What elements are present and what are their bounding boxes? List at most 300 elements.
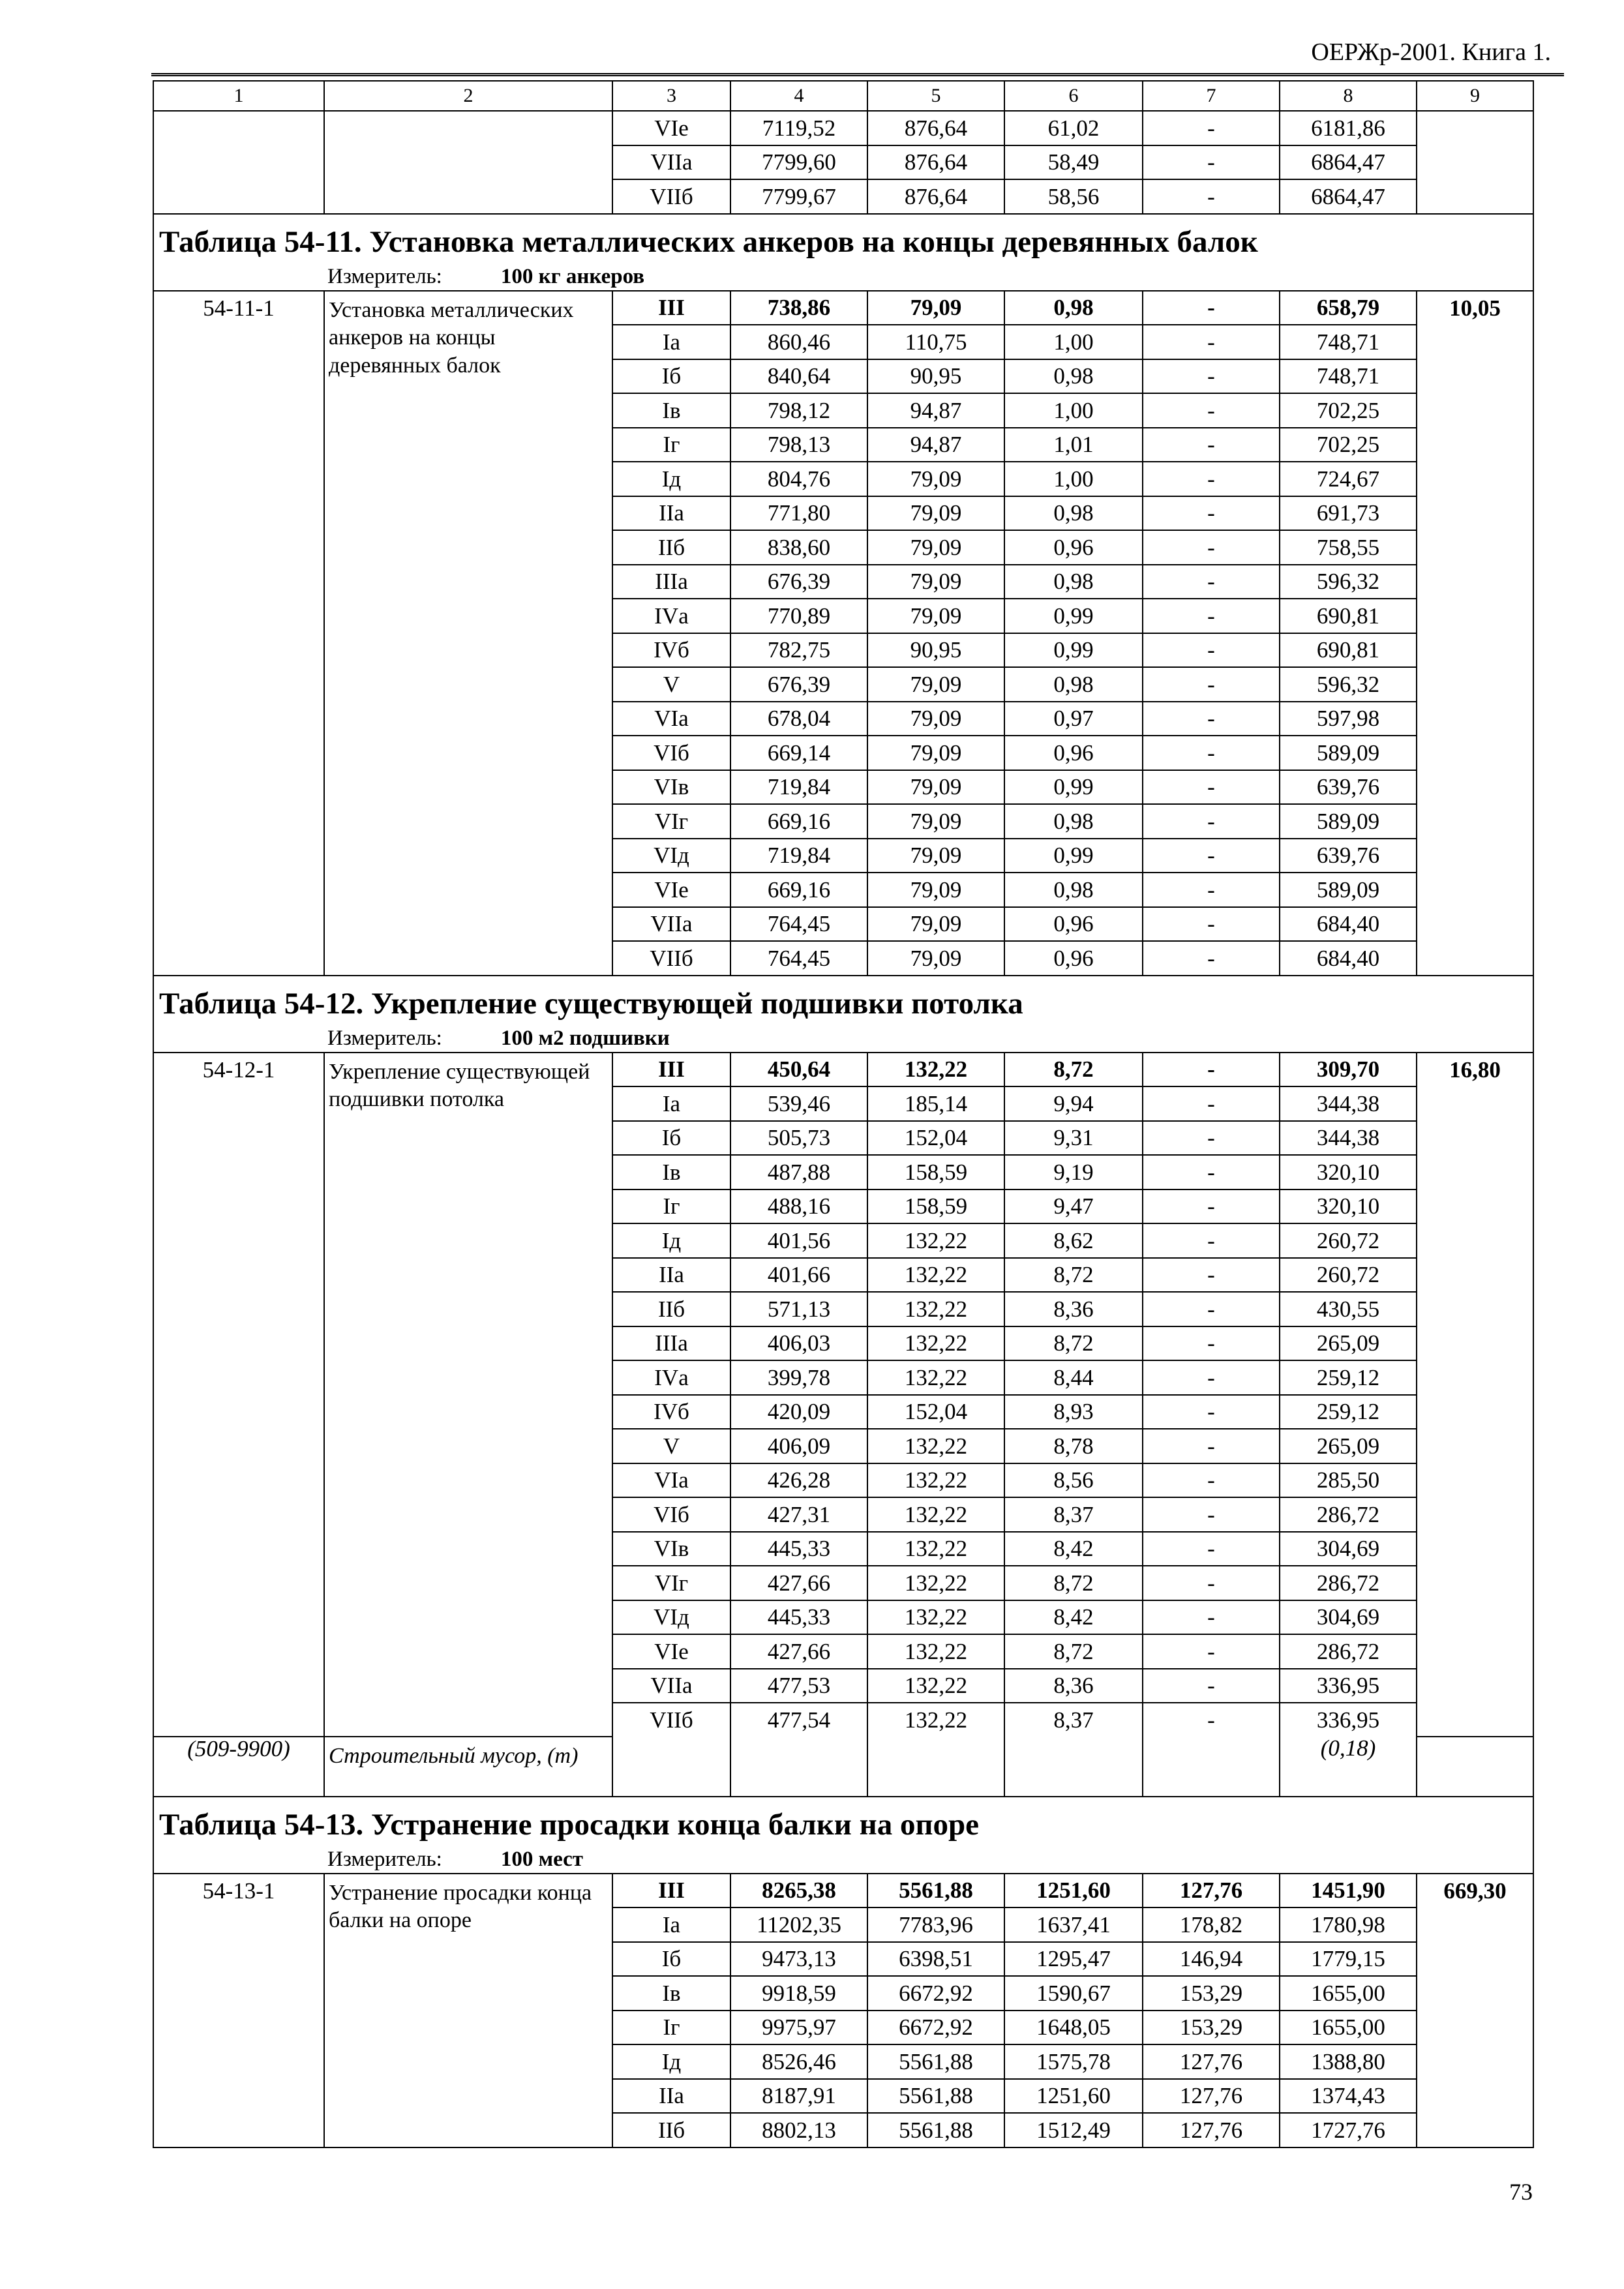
table-cell: 132,22: [867, 1360, 1004, 1395]
table-cell: 7119,52: [730, 111, 867, 145]
table-cell: 1648,05: [1004, 2011, 1143, 2045]
table-cell: 764,45: [730, 941, 867, 976]
rate-name: Устранение просадки конца балки на опоре: [324, 1874, 612, 2147]
table-cell: 758,55: [1280, 530, 1417, 565]
table-cell: 5561,88: [867, 2044, 1004, 2079]
table-cell: 1637,41: [1004, 1908, 1143, 1942]
table-cell: 11202,35: [730, 1908, 867, 1942]
table-cell: -: [1143, 393, 1280, 428]
table-cell: -: [1143, 770, 1280, 805]
table-cell: VIIа: [612, 907, 730, 942]
header-rule: [151, 73, 1564, 76]
table-cell: 690,81: [1280, 599, 1417, 633]
column-number-cell: 4: [730, 81, 867, 111]
waste-name: Строительный мусор, (т): [324, 1737, 612, 1797]
table-cell: 79,09: [867, 291, 1004, 325]
name-cell-empty: [324, 111, 612, 214]
table-cell: 7799,67: [730, 179, 867, 214]
table-cell: 669,16: [730, 804, 867, 839]
total-cell-empty: [1417, 111, 1533, 214]
table-cell: 1451,90: [1280, 1874, 1417, 1908]
unit-row: [153, 1026, 1533, 1053]
table-cell: 426,28: [730, 1463, 867, 1498]
table-cell: VIа: [612, 702, 730, 736]
table-cell: 90,95: [867, 359, 1004, 394]
table-row: [153, 111, 1533, 145]
table-cell: 427,66: [730, 1566, 867, 1600]
rate-code: 54-12-1: [153, 1053, 324, 1737]
table-cell: VIг: [612, 804, 730, 839]
table-cell: Iб: [612, 1942, 730, 1977]
table-cell: 738,86: [730, 291, 867, 325]
table-cell: 406,09: [730, 1429, 867, 1463]
table-cell: 5561,88: [867, 2079, 1004, 2114]
table-cell: 132,22: [867, 1532, 1004, 1566]
table-cell: 782,75: [730, 633, 867, 668]
table-cell: 487,88: [730, 1155, 867, 1189]
table-cell: 127,76: [1143, 2113, 1280, 2147]
table-cell: VIв: [612, 1532, 730, 1566]
table-cell: -: [1143, 145, 1280, 180]
rate-total: 10,05: [1417, 291, 1533, 976]
table-cell: -: [1143, 633, 1280, 668]
table-cell: 9473,13: [730, 1942, 867, 1977]
column-number-cell: 1: [153, 81, 324, 111]
unit-row: [153, 1847, 1533, 1874]
table-cell: 286,72: [1280, 1634, 1417, 1669]
table-cell: -: [1143, 496, 1280, 531]
table-cell: 336,95: [1280, 1669, 1417, 1703]
table-cell: -: [1143, 1189, 1280, 1224]
table-cell: Iв: [612, 393, 730, 428]
table-cell: VIд: [612, 839, 730, 873]
table-cell: Iа: [612, 325, 730, 359]
column-number-cell: 9: [1417, 81, 1533, 111]
table-cell: 132,22: [867, 1292, 1004, 1326]
table-cell: -: [1143, 941, 1280, 976]
table-cell: 8,44: [1004, 1360, 1143, 1395]
table-cell: 401,66: [730, 1258, 867, 1293]
table-cell: 152,04: [867, 1395, 1004, 1429]
table-cell: 9,94: [1004, 1086, 1143, 1121]
table-cell: 691,73: [1280, 496, 1417, 531]
table-cell: -: [1143, 1703, 1280, 1737]
table-cell: 1295,47: [1004, 1942, 1143, 1977]
table-cell: 79,09: [867, 599, 1004, 633]
table-cell: VIе: [612, 873, 730, 907]
table-cell: 7783,96: [867, 1908, 1004, 1942]
running-header: ОЕРЖр-2001. Книга 1.: [1311, 38, 1551, 66]
table-cell: 771,80: [730, 496, 867, 531]
table-cell: -: [1143, 1463, 1280, 1498]
table-cell: 1655,00: [1280, 1976, 1417, 2011]
table-cell: 9918,59: [730, 1976, 867, 2011]
table-cell: 79,09: [867, 530, 1004, 565]
table-cell: 79,09: [867, 702, 1004, 736]
table-cell: VIIб: [612, 1703, 730, 1737]
table-cell: 6672,92: [867, 1976, 1004, 2011]
unit-label: Измеритель:: [327, 1026, 442, 1050]
table-cell: 1374,43: [1280, 2079, 1417, 2114]
table-cell: -: [1143, 736, 1280, 770]
table-cell: 320,10: [1280, 1155, 1417, 1189]
table-cell: 450,64: [730, 1053, 867, 1087]
unit-line: [153, 1026, 1533, 1053]
table-cell: VIIа: [612, 1669, 730, 1703]
table-cell: 8,56: [1004, 1463, 1143, 1498]
table-cell: VIе: [612, 111, 730, 145]
table-cell: 132,22: [867, 1669, 1004, 1703]
table-cell: 61,02: [1004, 111, 1143, 145]
table-cell: IIб: [612, 1292, 730, 1326]
table-cell: 798,12: [730, 393, 867, 428]
table-cell: 9,31: [1004, 1121, 1143, 1156]
table-cell: 7799,60: [730, 145, 867, 180]
table-cell: 420,09: [730, 1395, 867, 1429]
rate-code: 54-13-1: [153, 1874, 324, 2147]
table-cell: 0,99: [1004, 770, 1143, 805]
colnums: [153, 81, 1533, 111]
table-cell: -: [1143, 1155, 1280, 1189]
table-cell: -: [1143, 1395, 1280, 1429]
table-cell: -: [1143, 1086, 1280, 1121]
table-cell: 764,45: [730, 907, 867, 942]
table-cell: IVа: [612, 1360, 730, 1395]
table-cell: 0,99: [1004, 599, 1143, 633]
table-cell: -: [1143, 839, 1280, 873]
table-cell: Iб: [612, 359, 730, 394]
column-number-cell: 2: [324, 81, 612, 111]
unit-label: Измеритель:: [327, 265, 442, 288]
table-cell: 132,22: [867, 1429, 1004, 1463]
table-cell: 8,72: [1004, 1258, 1143, 1293]
table-cell: 1779,15: [1280, 1942, 1417, 1977]
table-cell: 401,56: [730, 1223, 867, 1258]
unit-value: 100 кг анкеров: [500, 265, 645, 288]
table-cell: 676,39: [730, 565, 867, 599]
table-cell: 90,95: [867, 633, 1004, 668]
table-cell: IIб: [612, 2113, 730, 2147]
table-cell: Iа: [612, 1086, 730, 1121]
table-cell: 0,96: [1004, 736, 1143, 770]
table-cell: 0,98: [1004, 667, 1143, 702]
table-cell: 804,76: [730, 462, 867, 496]
table-cell: 8,42: [1004, 1532, 1143, 1566]
table-cell: 0,98: [1004, 873, 1143, 907]
table-cell: 1388,80: [1280, 2044, 1417, 2079]
table-cell: 265,09: [1280, 1429, 1417, 1463]
table-cell-empty: [612, 1737, 730, 1797]
table-cell: Iб: [612, 1121, 730, 1156]
table-cell: 505,73: [730, 1121, 867, 1156]
table-cell: 1590,67: [1004, 1976, 1143, 2011]
table-cell: IIа: [612, 2079, 730, 2114]
waste-value: (0,18): [1280, 1737, 1417, 1797]
table-title: Таблица 54-13. Устранение просадки конца балки на опоре: [153, 1797, 1533, 1847]
table-cell: 132,22: [867, 1053, 1004, 1087]
table-cell: 127,76: [1143, 2044, 1280, 2079]
table-cell: -: [1143, 179, 1280, 214]
table-cell: 8802,13: [730, 2113, 867, 2147]
table-cell: 0,96: [1004, 907, 1143, 942]
table-cell: 146,94: [1143, 1942, 1280, 1977]
unit-line: [153, 264, 1533, 291]
table-cell: -: [1143, 1669, 1280, 1703]
title-row: [153, 214, 1533, 264]
table-cell: -: [1143, 565, 1280, 599]
table-cell: 539,46: [730, 1086, 867, 1121]
table-cell: 9975,97: [730, 2011, 867, 2045]
table-cell: -: [1143, 111, 1280, 145]
table-cell: 1251,60: [1004, 1874, 1143, 1908]
table-cell: 132,22: [867, 1566, 1004, 1600]
table-cell: 445,33: [730, 1600, 867, 1635]
column-number-cell: 6: [1004, 81, 1143, 111]
table-cell: 8265,38: [730, 1874, 867, 1908]
table-cell: 1655,00: [1280, 2011, 1417, 2045]
table-cell: 5561,88: [867, 2113, 1004, 2147]
table-cell: 79,09: [867, 907, 1004, 942]
table-cell: 1,00: [1004, 462, 1143, 496]
table-cell: 406,03: [730, 1326, 867, 1361]
table-cell: Iв: [612, 1155, 730, 1189]
table-cell: 127,76: [1143, 1874, 1280, 1908]
rate-total: 669,30: [1417, 1874, 1533, 2147]
table-cell: 8,72: [1004, 1053, 1143, 1087]
table-cell: 127,76: [1143, 2079, 1280, 2114]
table-cell: 427,66: [730, 1634, 867, 1669]
table-cell: -: [1143, 1566, 1280, 1600]
table-cell: 132,22: [867, 1223, 1004, 1258]
table-cell: -: [1143, 702, 1280, 736]
table-cell: 876,64: [867, 111, 1004, 145]
unit-row: [153, 264, 1533, 291]
table-cell: 132,22: [867, 1326, 1004, 1361]
table-cell: 676,39: [730, 667, 867, 702]
table-cell: 0,98: [1004, 804, 1143, 839]
code-cell-empty: [153, 111, 324, 214]
table-cell: 445,33: [730, 1532, 867, 1566]
table-cell: 1575,78: [1004, 2044, 1143, 2079]
table-cell: 589,09: [1280, 736, 1417, 770]
table-cell: 304,69: [1280, 1600, 1417, 1635]
table-cell: 260,72: [1280, 1223, 1417, 1258]
table-cell: 748,71: [1280, 325, 1417, 359]
table-cell: V: [612, 1429, 730, 1463]
table-cell: 589,09: [1280, 804, 1417, 839]
table-cell: 304,69: [1280, 1532, 1417, 1566]
table-cell: 5561,88: [867, 1874, 1004, 1908]
table-cell: 669,14: [730, 736, 867, 770]
table-cell: -: [1143, 1429, 1280, 1463]
table-cell: 320,10: [1280, 1189, 1417, 1224]
table-cell: 6398,51: [867, 1942, 1004, 1977]
table-cell: 1251,60: [1004, 2079, 1143, 2114]
table-cell: 798,13: [730, 428, 867, 462]
table-cell: 8,62: [1004, 1223, 1143, 1258]
table-cell-empty: [867, 1737, 1004, 1797]
table-title: Таблица 54-11. Установка металлических анкеров на концы деревянных балок: [153, 214, 1533, 264]
table-cell: -: [1143, 428, 1280, 462]
table-cell: 0,96: [1004, 941, 1143, 976]
table-cell: -: [1143, 1532, 1280, 1566]
table-cell: -: [1143, 1292, 1280, 1326]
table-cell: 132,22: [867, 1600, 1004, 1635]
table-cell: 0,97: [1004, 702, 1143, 736]
table-cell: 79,09: [867, 770, 1004, 805]
table-cell: 702,25: [1280, 393, 1417, 428]
table-cell: 719,84: [730, 770, 867, 805]
table-cell: 690,81: [1280, 633, 1417, 668]
table-cell-empty: [1004, 1737, 1143, 1797]
table-cell: 596,32: [1280, 565, 1417, 599]
table-cell: 0,98: [1004, 565, 1143, 599]
table-cell: IVб: [612, 1395, 730, 1429]
table-cell: Iд: [612, 2044, 730, 2079]
table-cell: 1727,76: [1280, 2113, 1417, 2147]
table-cell: VIа: [612, 1463, 730, 1498]
table-cell: -: [1143, 1360, 1280, 1395]
table-title: Таблица 54-12. Укрепление существующей подшивки потолка: [153, 976, 1533, 1026]
table-cell: 9,47: [1004, 1189, 1143, 1224]
table-cell: 8,36: [1004, 1292, 1143, 1326]
table-cell: 8,36: [1004, 1669, 1143, 1703]
table-cell: 94,87: [867, 428, 1004, 462]
table-cell: 639,76: [1280, 839, 1417, 873]
table-cell: 260,72: [1280, 1258, 1417, 1293]
table-cell: 427,31: [730, 1497, 867, 1532]
table-cell: 702,25: [1280, 428, 1417, 462]
table-cell: 259,12: [1280, 1395, 1417, 1429]
table-cell: -: [1143, 667, 1280, 702]
table-cell: -: [1143, 291, 1280, 325]
table-cell: 0,98: [1004, 359, 1143, 394]
table-cell: -: [1143, 359, 1280, 394]
table-cell: -: [1143, 462, 1280, 496]
table-cell: 8187,91: [730, 2079, 867, 2114]
table-cell: 8,37: [1004, 1497, 1143, 1532]
table-cell: -: [1143, 873, 1280, 907]
table-cell: 9,19: [1004, 1155, 1143, 1189]
table-cell: VIIб: [612, 941, 730, 976]
table-cell: -: [1143, 1497, 1280, 1532]
table-cell: VIд: [612, 1600, 730, 1635]
table-cell: 79,09: [867, 565, 1004, 599]
table-cell: 678,04: [730, 702, 867, 736]
table-cell-empty: [730, 1737, 867, 1797]
table-cell: 639,76: [1280, 770, 1417, 805]
column-number-cell: 5: [867, 81, 1004, 111]
table-cell: -: [1143, 1326, 1280, 1361]
table-cell: 8,78: [1004, 1429, 1143, 1463]
table-cell: 488,16: [730, 1189, 867, 1224]
table-cell: -: [1143, 1223, 1280, 1258]
table-cell: 79,09: [867, 667, 1004, 702]
table-cell: 110,75: [867, 325, 1004, 359]
table-cell: VIб: [612, 736, 730, 770]
table-cell: IIб: [612, 530, 730, 565]
table-cell: 336,95: [1280, 1703, 1417, 1737]
table-cell: 0,98: [1004, 291, 1143, 325]
table-cell: 0,99: [1004, 839, 1143, 873]
rates-table: [153, 80, 1534, 2148]
table-cell: 8,42: [1004, 1600, 1143, 1635]
table-cell: -: [1143, 1258, 1280, 1293]
table-cell: III: [612, 1053, 730, 1087]
table-cell: III: [612, 291, 730, 325]
table-cell: -: [1143, 325, 1280, 359]
table-cell: 597,98: [1280, 702, 1417, 736]
table-cell: 0,96: [1004, 530, 1143, 565]
table-cell: 0,98: [1004, 496, 1143, 531]
table-cell: 286,72: [1280, 1497, 1417, 1532]
table-cell: 589,09: [1280, 873, 1417, 907]
table-cell: 430,55: [1280, 1292, 1417, 1326]
table-cell: -: [1143, 530, 1280, 565]
waste-code: (509-9900): [153, 1737, 324, 1797]
table-cell-empty: [1143, 1737, 1280, 1797]
unit-value: 100 мест: [500, 1848, 583, 1871]
table-cell: VIе: [612, 1634, 730, 1669]
table-cell: 1,01: [1004, 428, 1143, 462]
table-cell: VIв: [612, 770, 730, 805]
table-cell: 571,13: [730, 1292, 867, 1326]
table-cell: 153,29: [1143, 1976, 1280, 2011]
table-row base: [153, 291, 1533, 325]
table-cell: IIIа: [612, 565, 730, 599]
table-cell: VIIа: [612, 145, 730, 180]
table-cell: 79,09: [867, 736, 1004, 770]
rates-table-body: [153, 81, 1533, 2147]
rate-total: 16,80: [1417, 1053, 1533, 1737]
table-cell: 132,22: [867, 1634, 1004, 1669]
rate-code: 54-11-1: [153, 291, 324, 976]
table-row base: [153, 1053, 1533, 1087]
table-cell: 153,29: [1143, 2011, 1280, 2045]
table-cell: 477,54: [730, 1703, 867, 1737]
table-cell: 79,09: [867, 804, 1004, 839]
table-cell: 477,53: [730, 1669, 867, 1703]
table-cell: 158,59: [867, 1155, 1004, 1189]
title-row: [153, 976, 1533, 1026]
table-cell: Iг: [612, 2011, 730, 2045]
table-cell-empty: [1417, 1737, 1533, 1797]
table-cell: Iд: [612, 1223, 730, 1258]
table-row base: [153, 1874, 1533, 1908]
table-cell: 79,09: [867, 941, 1004, 976]
table-cell: V: [612, 667, 730, 702]
table-cell: 1,00: [1004, 393, 1143, 428]
table-cell: -: [1143, 1121, 1280, 1156]
table-cell: Iг: [612, 1189, 730, 1224]
table-cell: 309,70: [1280, 1053, 1417, 1087]
unit-line: [153, 1847, 1533, 1874]
table-cell: 79,09: [867, 496, 1004, 531]
table-cell: 1512,49: [1004, 2113, 1143, 2147]
table-cell: IVа: [612, 599, 730, 633]
table-cell: VIб: [612, 1497, 730, 1532]
rate-name: Укрепление существующей подшивки потолка: [324, 1053, 612, 1737]
table-cell: 344,38: [1280, 1086, 1417, 1121]
table-cell: 719,84: [730, 839, 867, 873]
table-cell: 8,72: [1004, 1566, 1143, 1600]
waste-row: [153, 1737, 1533, 1797]
table-cell: 79,09: [867, 462, 1004, 496]
table-cell: 8,72: [1004, 1634, 1143, 1669]
table-cell: 6181,86: [1280, 111, 1417, 145]
table-cell: 399,78: [730, 1360, 867, 1395]
table-cell: IIIа: [612, 1326, 730, 1361]
